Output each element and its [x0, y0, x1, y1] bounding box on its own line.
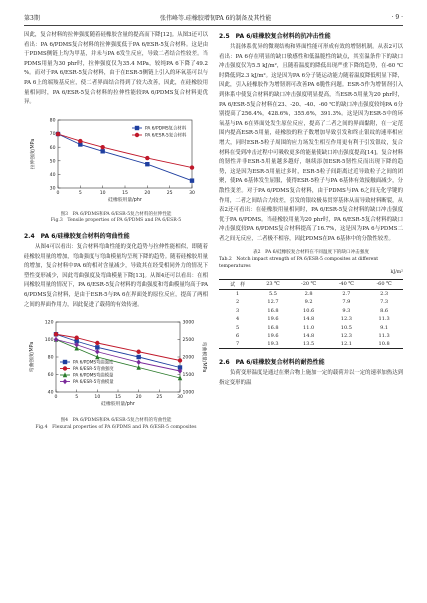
- table-row: [219, 315, 403, 323]
- y-left-tick-label: 100: [44, 338, 54, 344]
- x-axis-label: 硅橡胶用量/phr: [108, 197, 142, 203]
- table-cell: 7.3: [380, 299, 389, 306]
- table-header-cell: -40 ℃: [327, 279, 365, 289]
- table-header-cell: -20 ℃: [290, 279, 328, 289]
- legend-label: PA 6/PDMS复合材料: [145, 126, 187, 132]
- table-cell: 11.3: [378, 332, 390, 339]
- x-tick-label: 30: [189, 190, 195, 196]
- table-header-row: [219, 279, 403, 289]
- table-row: [219, 323, 403, 331]
- x-tick-label: 20: [144, 190, 151, 196]
- table-cell: 4: [236, 316, 240, 323]
- table-cell: 2: [236, 299, 240, 306]
- figure-3-caption-cn: 图3 PA 6/PDMS和PA 6/ESR-5复合材料的拉伸性能: [60, 211, 172, 217]
- table-cell: 19.6: [267, 332, 279, 339]
- y-left-tick-label: 80: [47, 355, 54, 361]
- data-point: [190, 165, 194, 169]
- x-tick-label: 15: [115, 395, 121, 401]
- legend-label: PA 6/ESR-5弯曲强度: [73, 367, 114, 373]
- table-cell: 6: [236, 332, 240, 339]
- table-2-caption-en: Tab.2 Notch impact strength of PA 6/ESR-5 composites at different temperatures: [219, 257, 379, 269]
- y-tick-label: 70: [49, 131, 56, 137]
- x-tick-label: 5: [75, 395, 79, 401]
- flexural-chart: [24, 316, 208, 412]
- table-cell: 14.8: [303, 332, 315, 339]
- right-column: [219, 31, 403, 389]
- x-tick-label: 15: [122, 190, 128, 196]
- figure-3-caption: [24, 212, 208, 225]
- table-2-caption: [219, 250, 403, 276]
- y-left-axis-label: 弯曲强度/MPa: [30, 341, 35, 373]
- table-cell: 11.3: [378, 316, 390, 323]
- data-point: [63, 379, 67, 384]
- table-cell: 19.6: [267, 316, 279, 323]
- paragraph-heat: 负荷变形温度是通过在聚合物上施加一定的载荷并以一定的速率加热达到指定变形的温: [219, 370, 403, 387]
- x-tick-label: 25: [156, 395, 163, 401]
- x-axis-label: 硅橡胶用量/phr: [101, 402, 135, 408]
- y-right-axis-label: 弯曲模量/MPa: [201, 341, 206, 373]
- y-tick-label: 80: [49, 118, 56, 124]
- table-cell: 14.8: [303, 316, 315, 323]
- table-cell: 13.5: [290, 340, 328, 349]
- table-cell: 9.2: [304, 299, 313, 306]
- table-cell: 7.9: [342, 299, 351, 306]
- data-point: [190, 178, 194, 182]
- page-number: · 9 ·: [391, 13, 403, 21]
- data-point: [56, 132, 60, 136]
- y-tick-label: 50: [49, 159, 56, 165]
- table-cell: 7: [219, 340, 256, 349]
- data-point: [145, 162, 149, 166]
- x-tick-label: 25: [166, 190, 173, 196]
- impact-table: [219, 279, 403, 350]
- x-tick-label: 10: [94, 395, 101, 401]
- data-point: [135, 133, 139, 137]
- legend-label: PA 6/ESR-5弯曲模量: [73, 380, 114, 386]
- table-cell: 3: [236, 307, 240, 314]
- y-left-tick-label: 120: [44, 320, 54, 326]
- figure-3-caption-en: Fig.3 Tensile properties of PA 6/PDMS and PA 6/ESR-5: [50, 218, 182, 224]
- x-tick-label: 0: [56, 190, 60, 196]
- data-point: [78, 139, 82, 143]
- table-cell: 10.8: [365, 340, 403, 349]
- y-right-tick-label: 2000: [182, 355, 195, 361]
- section-2-4-heading: 2.4 PA 6/硅橡胶复合材料的弯曲性能: [24, 232, 130, 240]
- series-line: [56, 340, 180, 379]
- data-point: [63, 360, 67, 364]
- y-tick-label: 30: [49, 186, 56, 192]
- issue-number: 第3期: [24, 14, 40, 22]
- data-point: [95, 349, 99, 354]
- table-cell: 12.3: [340, 316, 352, 323]
- table-cell: 12.1: [327, 340, 365, 349]
- data-point: [95, 341, 99, 345]
- data-point: [74, 336, 78, 340]
- y-tick-label: 40: [49, 172, 56, 178]
- table-body: [219, 289, 403, 349]
- table-header-cell: 试 样: [219, 279, 256, 289]
- section-2-6-heading: 2.6 PA 6/硅橡胶复合材料的耐热性能: [219, 359, 325, 367]
- y-right-tick-label: 3000: [182, 320, 195, 326]
- y-right-tick-label: 2500: [182, 338, 195, 344]
- table-row: [219, 307, 403, 315]
- table-cell: 10.5: [340, 324, 352, 331]
- table-cell: 9.1: [380, 324, 389, 331]
- table-cell: 10.6: [303, 307, 315, 314]
- legend-label: PA 6/PDMS弯曲强度: [73, 360, 114, 366]
- header-rule: [24, 25, 403, 26]
- x-tick-label: 10: [99, 190, 106, 196]
- table-cell: 16.8: [267, 324, 279, 331]
- table-cell: 12.3: [340, 332, 352, 339]
- table-row: [219, 340, 403, 349]
- figure-4: [24, 316, 208, 416]
- table-2-caption-cn: 表2 PA 6/硅橡胶复合材料在不同温度下的缺口冲击强度: [253, 250, 369, 256]
- data-point: [136, 360, 140, 365]
- data-point: [136, 350, 140, 354]
- data-point: [178, 358, 182, 362]
- x-tick-label: 5: [78, 190, 82, 196]
- x-tick-label: 30: [177, 395, 183, 401]
- table-cell: 12.7: [267, 299, 279, 306]
- table-cell: 5: [236, 324, 240, 331]
- paragraph-tensile: 因此，复合材料的拉伸强度随着硅橡胶含量的提高而下降[12]。从图3还可以看出：PA 6/PDMS复合材料的拉伸强度低于PA 6/ESR-5复合材料。这是由于PDMS侧链上均为甲基，并未与PA 6发生反应，导致二者结合性较差。当PDMS用量为30 phr时，拉伸强度仅为35.4 MPa，较纯PA 6下降了49.2 %。而对于PA 6/ESR-5复合材料，由于在ESR-5侧链上引入的环氧基可以与PA 6上的端羧基反应，使二者界面结合得到了较大改善，因此，在硅橡胶用量相同时，PA 6/ESR-5复合材料的拉伸性能较PA 6/PDMS复合材料更优异。: [24, 32, 208, 106]
- series-line: [58, 134, 192, 181]
- y-left-tick-label: 40: [47, 390, 54, 396]
- table-cell: 2.7: [342, 291, 351, 298]
- data-point: [136, 355, 140, 359]
- table-cell: 2.3: [380, 291, 389, 298]
- table-cell: 9.3: [342, 307, 351, 314]
- data-point: [63, 366, 67, 370]
- x-tick-label: 20: [135, 395, 142, 401]
- figure-4-caption: [24, 418, 208, 431]
- section-2-5-heading: 2.5 PA 6/硅橡胶复合材料的抗冲击性能: [219, 33, 331, 40]
- table-cell: 5.5: [268, 291, 277, 298]
- running-title: 张伟峰等.硅橡胶增韧PA 6的制备及其性能: [159, 14, 272, 22]
- data-point: [135, 126, 139, 130]
- legend-label: PA 6/ESR-5复合材料: [145, 133, 187, 139]
- table-cell: 11.0: [303, 324, 315, 331]
- paragraph-impact: 共混体系优异的微观结构和界面性能可形成有效的增韧机制。从表2可以看出：PA 6存在明显的缺口敏感性和低温脆性的缺点，其室温条件下的缺口冲击强度仅为5.5 kJ/m²，且随着温度的降低出现严重下降的趋势，在-60 ℃时降低到2.3 kJ/m²。这是因为PA 6分子链运动能力随着温度降低明显下降，因此，引入硅橡胶作为增韧剂可改善PA 6脆性问题。ESR-5作为增韧剂引入到体系中使复合材料的缺口冲击强度明显提高，当ESR-5用量为20 phr时，PA 6/ESR-5复合材料在23、-20、-40、-60 ℃的缺口冲击强度较纯PA 6分别提高了256.4%，428.6%，355.6%，391.3%。这是因为ESR-5中的环氧基与PA 6在界面处发生原位反应，提高了二者之间的界面黏附，在一定范围内提高ESR-5用量，硅橡胶的粒子数增加导致引发和终止银纹的速率相应增大，同时ESR-5粒子周围的应力场发生相互作用更有利于引发银纹，复合材料在受到冲击过程中可吸收更多的能量使缺口冲击强度提高[14]。复合材料的韧性并非ESR-5用量越多越好，继续添加ESR-5韧性反而出现下降的趋势，这是因为ESR-5用量过多时，ESR-5粒子间距离过近导致粒子之间的团聚，使PA 6基体发生屈服，使得ESR-5粒子与PA 6基体有效接触面减少，分散性变差。对于PA 6/PDMS复合材料，由于PDMS与PA 6之间无化学键的作用，二者之间结合力较差，引发的银纹极易贯穿基体从而导致材料断裂，从表2还可看出：在硅橡胶用量相同时，PA 6/ESR-5复合材料的缺口冲击强度优于PA 6/PDMS。当硅橡胶用量为20 phr时，PA 6/ESR-5复合材料的缺口冲击强度较PA 6/PDMS复合材料提高了16.7%，这是因为PA 6与PDMS二者之间无反应，二者极不相容，因此PDMS在PA 6基体中的分散性较差。: [219, 44, 403, 242]
- left-column: [24, 31, 208, 435]
- table-cell: 16.8: [267, 307, 279, 314]
- data-point: [145, 156, 149, 160]
- y-right-tick-label: 1500: [182, 373, 195, 379]
- running-header: [24, 11, 403, 23]
- table-row: [219, 298, 403, 306]
- y-left-tick-label: 60: [47, 373, 54, 379]
- figure-4-caption-cn: 图4 PA 6/PDMS和PA 6/ESR-5复合材料的弯曲性能: [60, 418, 172, 424]
- data-point: [95, 345, 99, 349]
- data-point: [100, 145, 104, 149]
- table-row: [219, 332, 403, 340]
- table-header-cell: 23 ℃: [256, 279, 290, 289]
- tensile-chart: [24, 114, 208, 206]
- table-2-unit: kJ/m²: [390, 270, 403, 276]
- paragraph-flexural: 从图4可以看出：复合材料弯曲性能的变化趋势与拉伸性能相似，即随着硅橡胶用量的增加，弯曲强度与弯曲模量均呈现下降的趋势。随着硅橡胶用量的增加，复合材料中PA 6的相对含量减少，导致其在经受相同外力的情况下塑性变形减少，因此弯曲强度及弯曲模量下降[13]。从图4还可以看出：在相同橡胶用量的情况下，PA 6/ESR-5复合材料的弯曲强度和弯曲模量均高于PA 6/PDMS复合材料，是由于ESR-5与PA 6在界面处的原位反应，提高了两相之间的界面作用力，因此促进了载荷的有效传递。: [24, 243, 208, 308]
- table-cell: 2.8: [304, 291, 313, 298]
- series-line: [58, 134, 192, 168]
- table-cell: 19.3: [256, 340, 290, 349]
- y-axis-label: 拉伸强度/MPa: [31, 138, 36, 170]
- y-right-tick-label: 1000: [182, 390, 195, 396]
- legend-label: PA 6/PDMS弯曲模量: [73, 373, 114, 379]
- x-tick-label: 0: [54, 395, 58, 401]
- table-row: [219, 289, 403, 298]
- figure-3: [24, 114, 208, 210]
- table-header-cell: -60 ℃: [365, 279, 403, 289]
- table-cell: 1: [236, 291, 240, 298]
- data-point: [100, 149, 104, 153]
- table-cell: 8.6: [380, 307, 389, 314]
- data-point: [54, 332, 58, 336]
- figure-4-caption-en: Fig.4 Flexural properties of PA 6/PDMS and PA 6/ESR-5 composites: [35, 424, 197, 430]
- y-tick-label: 60: [49, 145, 56, 151]
